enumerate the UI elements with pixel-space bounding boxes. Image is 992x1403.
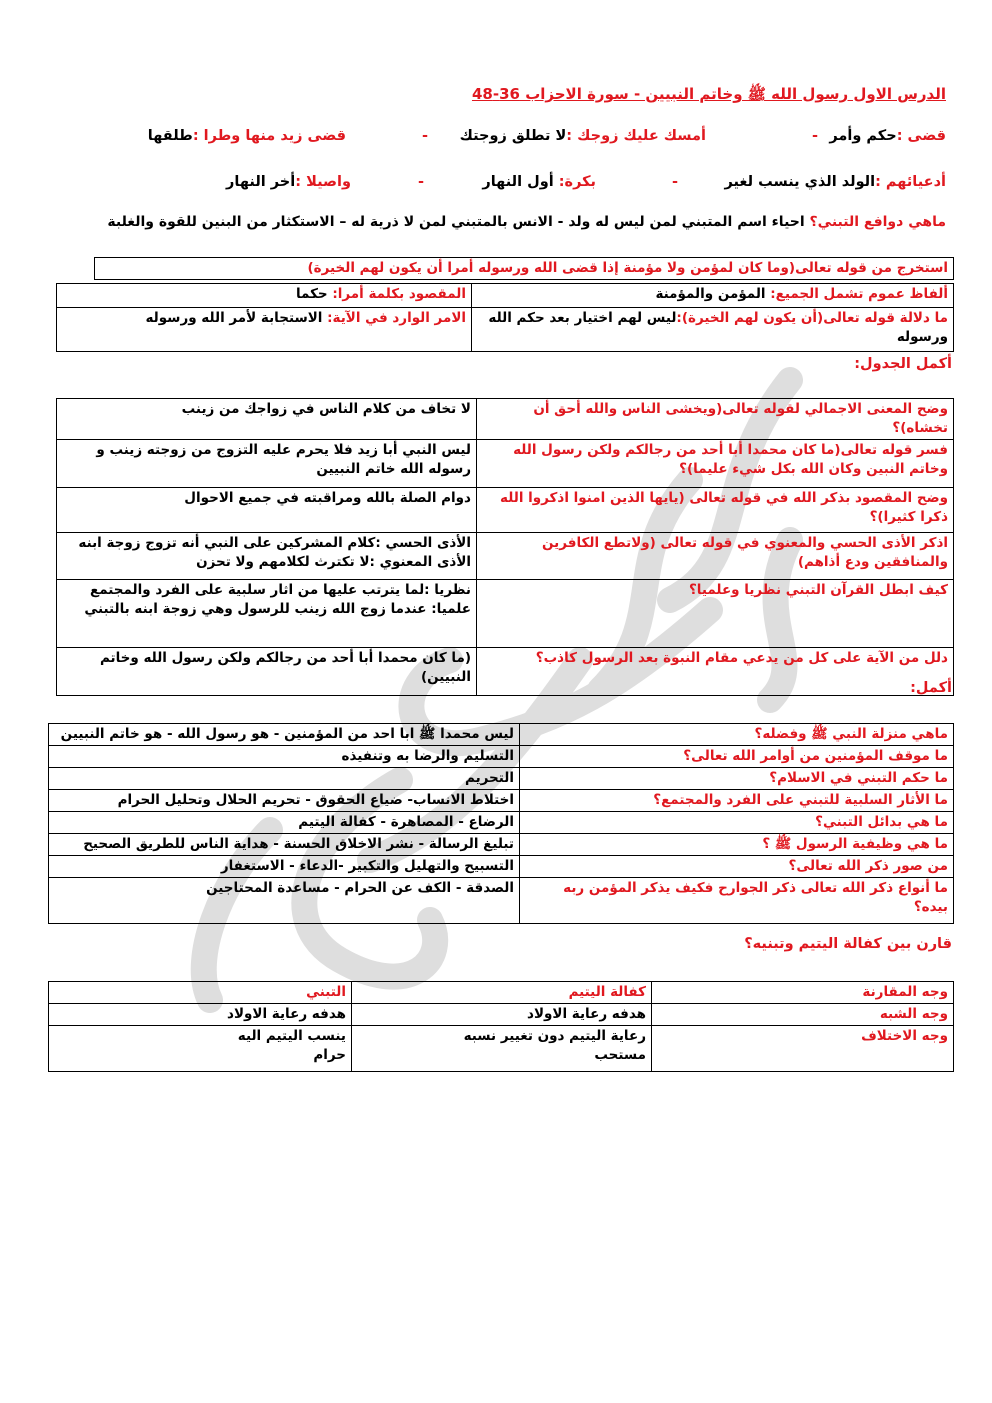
vocab-line-1 [46, 128, 946, 150]
separator: - [811, 128, 818, 144]
answer-cell: ليس النبي أبا زيد فلا يحرم عليه التزوج من زوجته زينب و رسوله الله خاتم النبيين [57, 440, 477, 488]
vocab-word: قضى زيد منها وطرا : [192, 128, 346, 144]
vocab-line-2 [46, 174, 946, 196]
compare-similar-kafala: هدفه رعاية الاولاد [352, 1004, 652, 1026]
motives-question: ماهي دوافع التبني؟ [809, 214, 946, 230]
answer-cell: الرضاع - المصاهرة - كفالة اليتيم [49, 812, 520, 834]
question-cell: ما الأثار السلبية للتبني على الفرد والمجتمع؟ [520, 790, 954, 812]
answer-cell: اختلاط الانساب- ضياع الحقوق - تحريم الحلال وتحليل الحرام [49, 790, 520, 812]
question-cell: ما حكم التبني في الاسلام؟ [520, 768, 954, 790]
question-cell: ما هي وظيفية الرسول ﷺ ؟ [520, 834, 954, 856]
separator: - [417, 174, 424, 190]
answer-cell: نظريا :لما يترتب عليها من اثار سلبية على الفرد والمجتمع علميا: عندما زوج الله زينب للرسول وهي زوجة ابنه بالتبني [57, 580, 477, 648]
table-row [49, 856, 954, 878]
table-row [49, 878, 954, 924]
answer-cell: التسليم والرضا به وتنفيذه [49, 746, 520, 768]
question-cell: دلل من الآية على كل من يدعي مقام النبوة بعد الرسول كاذب؟ [477, 648, 954, 696]
vocab-word: قضى : [896, 128, 946, 144]
compare-similar-label: وجه الشبه [652, 1004, 954, 1026]
vocab-word: أمسك عليك زوجك : [566, 128, 706, 144]
vocab-meaning: الولد الذي ينسب لغير [724, 174, 876, 190]
compare-header-tabanni: التبني [49, 982, 352, 1004]
extract-header-table [94, 257, 954, 280]
table-row [49, 724, 954, 746]
table-row [57, 533, 954, 580]
compare-table [48, 981, 954, 1072]
answer-cell: التسبيح والتهليل والتكبير -الدعاء - الاستغفار [49, 856, 520, 878]
table-row [49, 834, 954, 856]
compare-similar-tabanni: هدفه رعاية الاولاد [49, 1004, 352, 1026]
table-row [57, 399, 954, 440]
vocab-word: واصيلا : [295, 174, 351, 190]
complete-label: أكمل: [910, 680, 952, 696]
answer-cell: الأذى الحسي :كلام المشركين على النبي أنه تزوج زوجة ابنه الأذى المعنوي :لا تكترث لكلامهم ولا تحزن [57, 533, 477, 580]
question-cell: ماهي منزلة النبي ﷺ وفضله؟ [520, 724, 954, 746]
compare-header-kafala: كفالة اليتيم [352, 982, 652, 1004]
table-row [49, 812, 954, 834]
extract-cell: ما دلالة قوله تعالى(أن يكون لهم الخيرة):ليس لهم اختيار بعد حكم الله ورسوله [472, 308, 954, 352]
table-row [57, 580, 954, 648]
question-cell: وضح المقصود بذكر الله في قوله تعالى (يايها الذين امنوا اذكروا الله ذكرا كثيرا)؟ [477, 488, 954, 533]
questions-table [56, 398, 954, 696]
question-cell: ما موقف المؤمنين من أوامر الله تعالى؟ [520, 746, 954, 768]
separator: - [421, 128, 428, 144]
answer-cell: ليس محمدا ﷺ ابا احد من المؤمنين - هو رسول الله - هو خاتم النبيين [49, 724, 520, 746]
table-row [57, 648, 954, 696]
compare-header-aspect: وجه المقارنة [652, 982, 954, 1004]
question-cell: ما هي بدائل التبني؟ [520, 812, 954, 834]
table-row [49, 790, 954, 812]
question-cell: اذكر الأذى الحسي والمعنوي في قوله تعالى (ولاتطع الكافرين والمنافقين ودع أذاهم) [477, 533, 954, 580]
vocab-meaning: أول النهار [482, 174, 559, 190]
vocab-meaning: طلقها [147, 128, 193, 144]
vocab-word: بكرة: [558, 174, 596, 190]
compare-diff-label: وجه الاختلاف [652, 1026, 954, 1072]
compare-question: قارن بين كفالة اليتيم وتبنيه؟ [744, 936, 952, 952]
question-cell: ما أنواع ذكر الله تعالى ذكر الجوارح فكيف يذكر المؤمن ربه بيده؟ [520, 878, 954, 924]
vocab-meaning: أخر النهار [226, 174, 296, 190]
page-title: الدرس الاول رسول الله ﷺ وخاتم النبيين - سورة الاحزاب 36-48 [471, 85, 946, 103]
question-cell: فسر قوله تعالى(ما كان محمدا أبا أحد من رجالكم ولكن رسول الله وخاتم النبين وكان الله بكل شيء عليما)؟ [477, 440, 954, 488]
table-row [49, 768, 954, 790]
extract-table [56, 283, 954, 352]
complete-table [48, 723, 954, 924]
extract-header: استخرج من قوله تعالى(وما كان لمؤمن ولا مؤمنة إذا قضى الله ورسوله أمرا أن يكون لهم الخيرة) [95, 258, 954, 280]
extract-cell: ألفاظ عموم تشمل الجميع: المؤمن والمؤمنة [472, 284, 954, 308]
answer-cell: (ما كان محمدا أبا أحد من رجالكم ولكن رسول الله وخاتم النبيين) [57, 648, 477, 696]
table-row [57, 488, 954, 533]
motives-answer: احياء اسم المتبني لمن ليس له ولد - الانس بالمتبني لمن لا ذرية له – الاستكثار من البنين للقوة والغلبة [107, 214, 810, 230]
answer-cell: الصدقة - الكف عن الحرام - مساعدة المحتاجين [49, 878, 520, 924]
table-row [57, 440, 954, 488]
vocab-meaning: لا تطلق زوجتك [459, 128, 567, 144]
answer-cell: لا تخاف من كلام الناس في زواجك من زينب [57, 399, 477, 440]
answer-cell: تبليغ الرسالة - نشر الاخلاق الحسنة - هداية الناس للطريق الصحيح [49, 834, 520, 856]
answer-cell: دوام الصلة بالله ومراقبته في جميع الاحوال [57, 488, 477, 533]
vocab-meaning: حكم وأمر [829, 128, 897, 144]
question-cell: كيف ابطل القرآن التبني نظريا وعلميا؟ [477, 580, 954, 648]
question-cell: وضح المعنى الاجمالي لقوله تعالى(ويخشى الناس والله أحق أن تخشاه)؟ [477, 399, 954, 440]
extract-cell: الامر الوارد في الآية: الاستجابة لأمر الله ورسوله [57, 308, 472, 352]
question-cell: من صور ذكر الله تعالى؟ [520, 856, 954, 878]
extract-cell: المقصود بكلمة أمرا: حكما [57, 284, 472, 308]
compare-diff-kafala: رعاية اليتيم دون تغيير نسبه مستحب [352, 1026, 652, 1072]
vocab-word: أدعيائهم : [875, 174, 946, 190]
compare-diff-tabanni: ينسب اليتيم اليه حرام [49, 1026, 352, 1072]
motives-line [46, 214, 946, 230]
table-row [49, 746, 954, 768]
complete-table-label: أكمل الجدول: [854, 356, 952, 372]
answer-cell: التحريم [49, 768, 520, 790]
separator: - [671, 174, 678, 190]
